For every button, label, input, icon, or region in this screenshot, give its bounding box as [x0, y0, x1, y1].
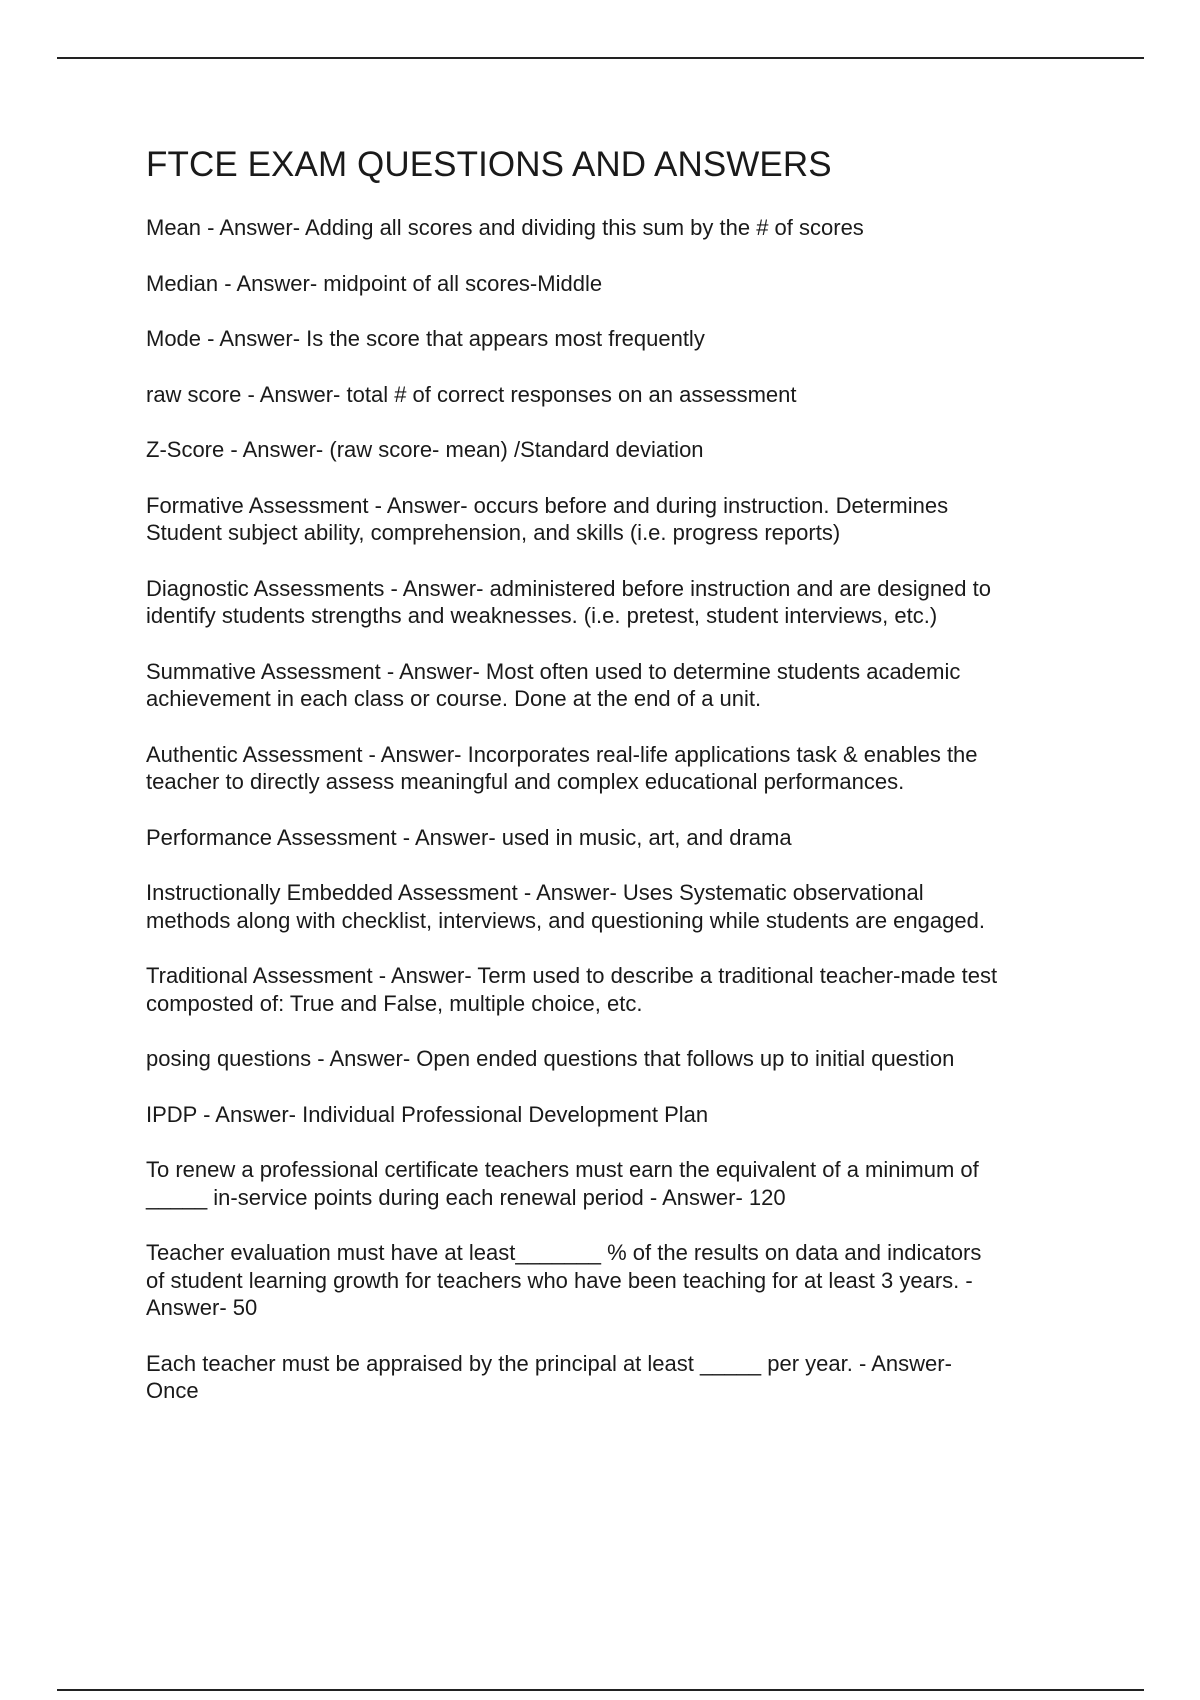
bottom-divider	[57, 1689, 1144, 1691]
qa-item-authentic-assessment: Authentic Assessment - Answer- Incorporates real-life applications task & enables the teacher to directly assess meaningful and complex educational performances.	[146, 741, 978, 794]
qa-item-median: Median - Answer- midpoint of all scores-Middle	[146, 270, 603, 296]
top-divider	[57, 57, 1144, 59]
qa-item-formative-assessment: Formative Assessment - Answer- occurs before and during instruction. Determines Student subject ability, comprehension, and skills (i.e. progress reports)	[146, 492, 949, 545]
qa-item-renewal-points: To renew a professional certificate teachers must earn the equivalent of a minimum of _____ in-service points during each renewal period - Answer- 120	[146, 1157, 979, 1210]
qa-item-ipdp: IPDP - Answer- Individual Professional Development Plan	[146, 1101, 709, 1127]
qa-item-posing-questions: posing questions - Answer- Open ended questions that follows up to initial question	[146, 1046, 955, 1071]
qa-item-diagnostic-assessments: Diagnostic Assessments - Answer- administered before instruction and are designed to identify students strengths and weaknesses. (i.e. pretest, student interviews, etc.)	[146, 575, 991, 628]
qa-item-performance-assessment: Performance Assessment - Answer- used in music, art, and drama	[146, 824, 792, 850]
qa-item-teacher-evaluation: Teacher evaluation must have at least_______ % of the results on data and indicators of student learning growth for teachers who have been teaching for at least 3 years. - Answer- 50	[146, 1240, 982, 1320]
qa-item-mean: Mean - Answer- Adding all scores and dividing this sum by the # of scores	[146, 215, 864, 240]
qa-item-z-score: Z-Score - Answer- (raw score- mean) /Standard deviation	[146, 437, 704, 462]
qa-item-principal-appraisal: Each teacher must be appraised by the principal at least _____ per year. - Answer- Once	[146, 1350, 952, 1403]
qa-list	[146, 214, 1106, 1405]
qa-item-instructionally-embedded-assessment: Instructionally Embedded Assessment - Answer- Uses Systematic observational methods along with checklist, interviews, and questioning while students are engaged.	[146, 880, 985, 933]
document-body	[146, 141, 1106, 1433]
qa-item-mode: Mode - Answer- Is the score that appears most frequently	[146, 326, 705, 351]
qa-item-raw-score: raw score - Answer- total # of correct responses on an assessment	[146, 381, 797, 407]
document-title: FTCE EXAM QUESTIONS AND ANSWERS	[146, 145, 832, 184]
qa-item-traditional-assessment: Traditional Assessment - Answer- Term used to describe a traditional teacher-made test composted of: True and False, multiple choice, etc.	[146, 963, 998, 1016]
qa-item-summative-assessment: Summative Assessment - Answer- Most often used to determine students academic achievement in each class or course. Done at the end of a unit.	[146, 658, 961, 711]
